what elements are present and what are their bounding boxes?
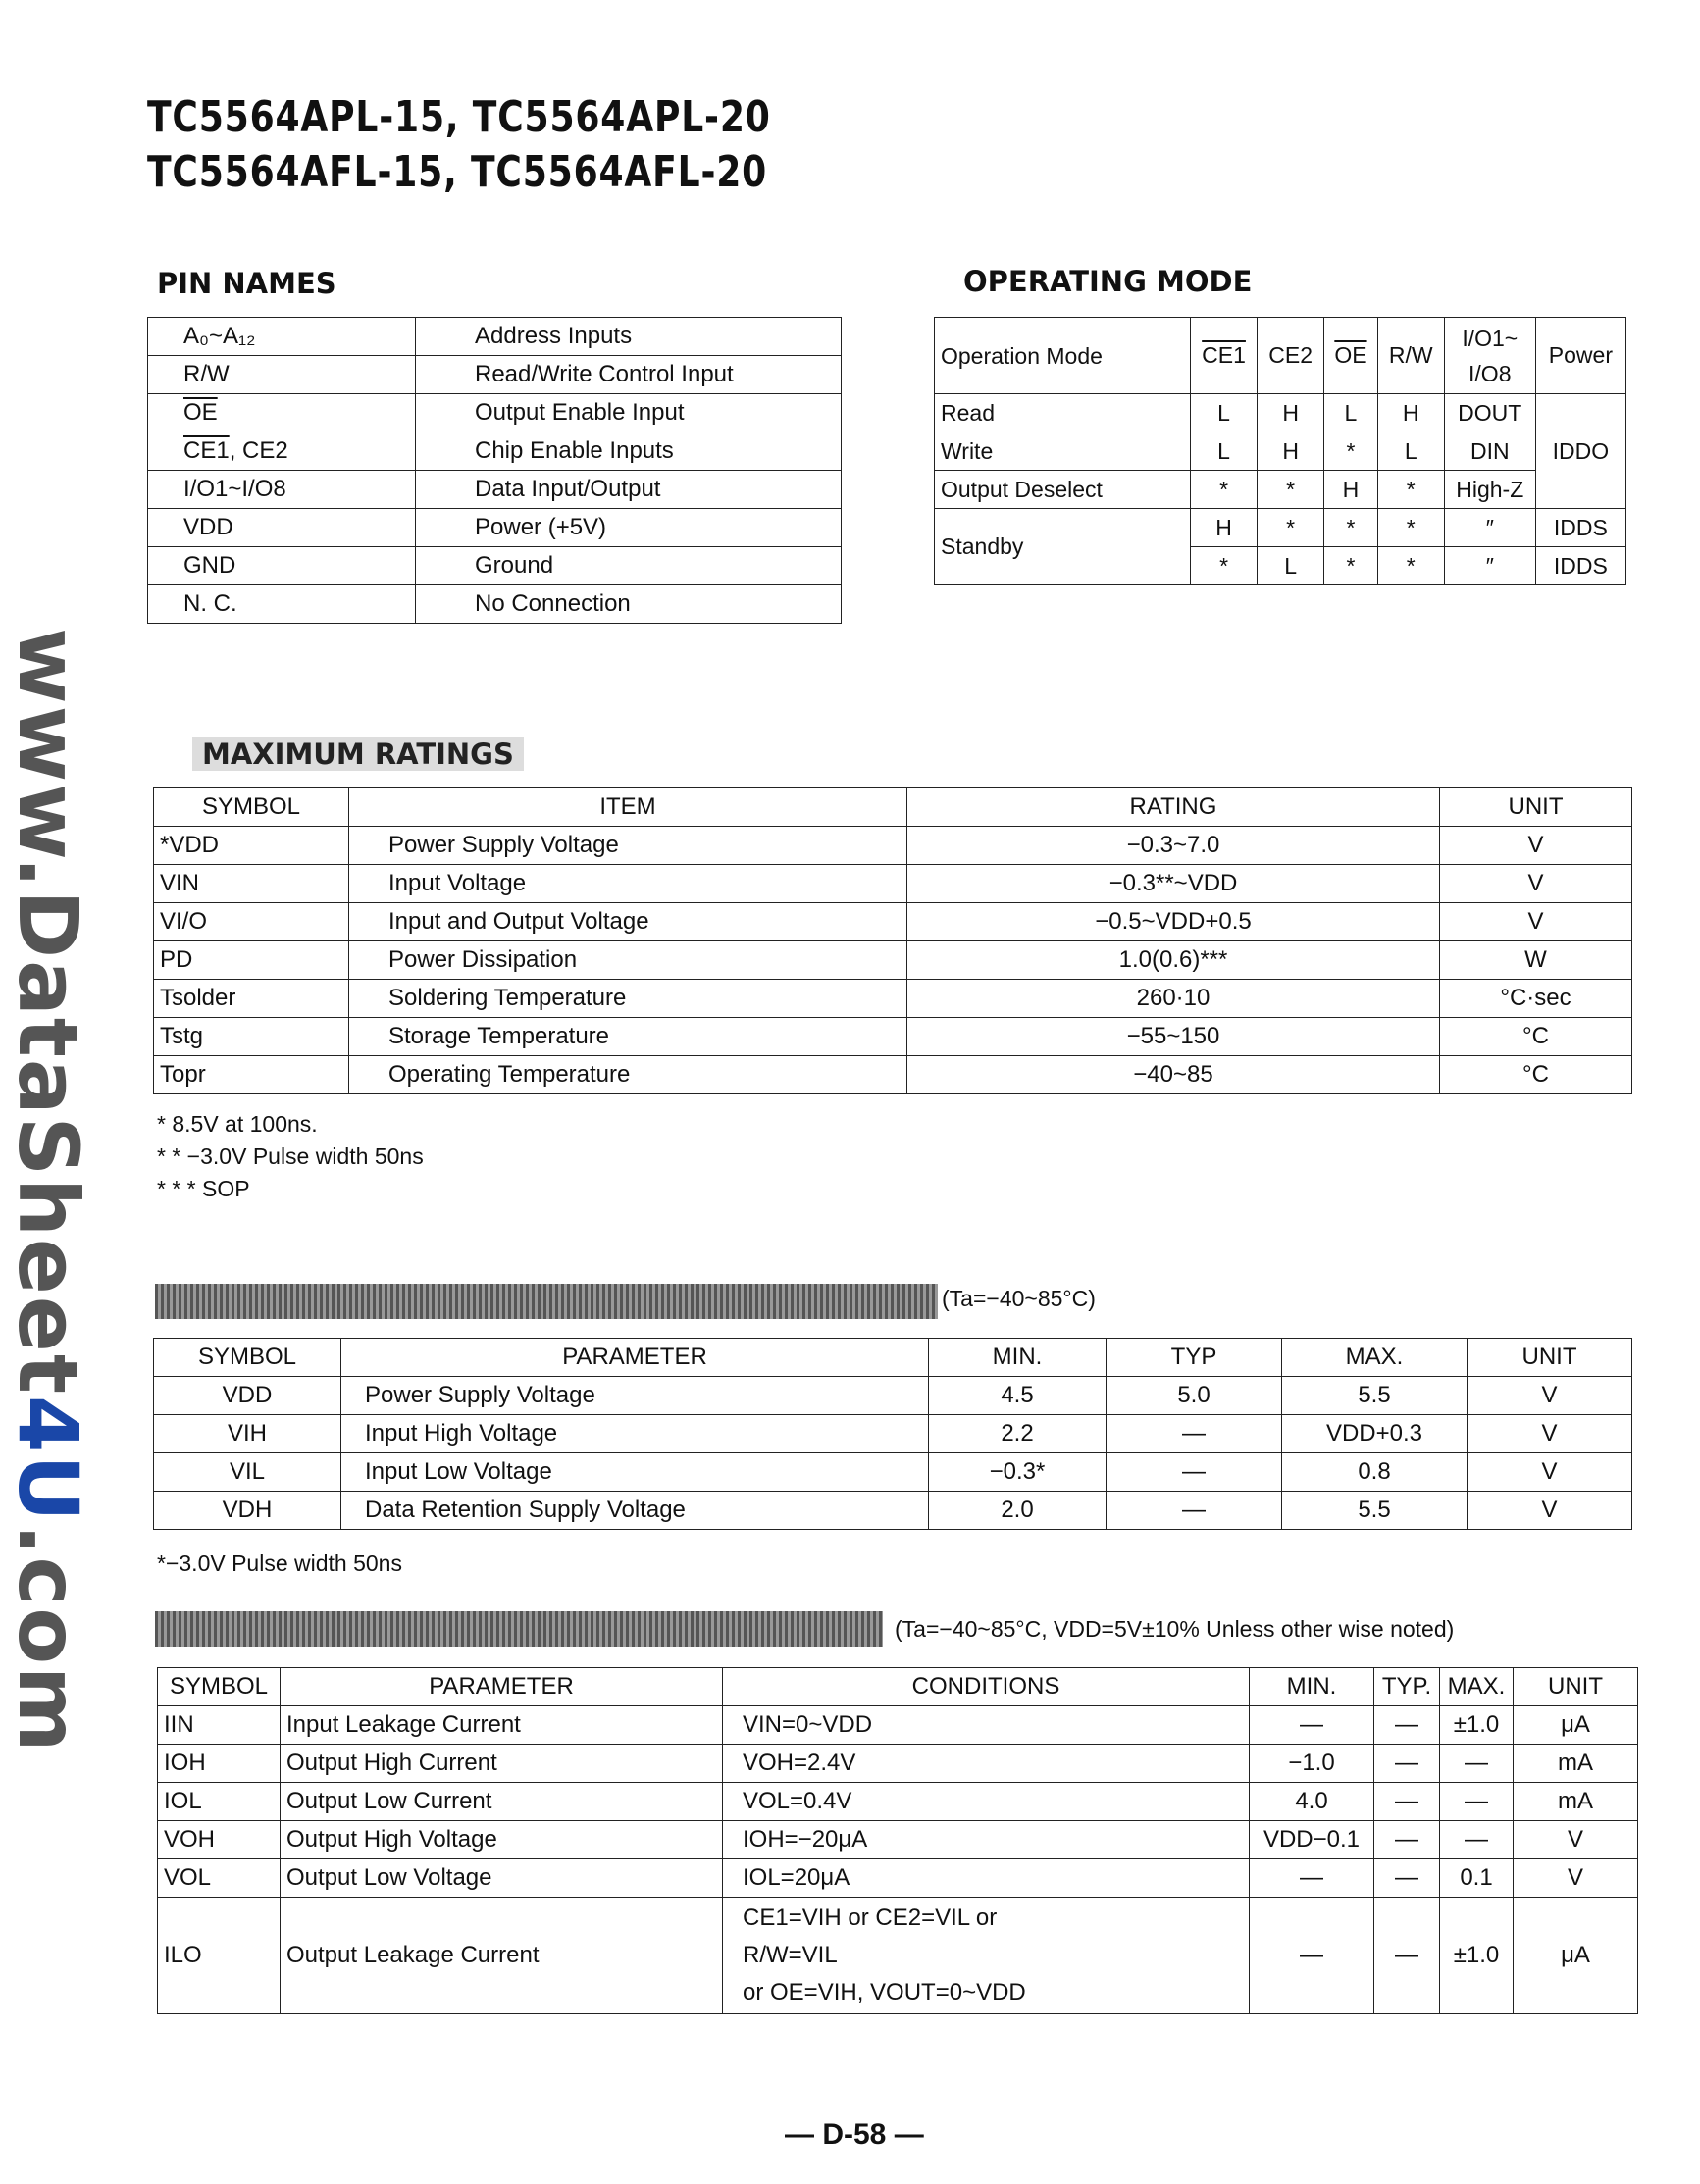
dcc-h: CONDITIONS — [723, 1668, 1250, 1706]
op-cell: L — [1324, 394, 1378, 432]
max-notes — [157, 1108, 424, 1205]
table-row — [154, 941, 1632, 980]
table-cell: °C — [1440, 1018, 1632, 1056]
table-row — [148, 394, 842, 432]
op-cell: High-Z — [1444, 471, 1535, 509]
table-cell: W — [1440, 941, 1632, 980]
table-cell: VOL=0.4V — [723, 1783, 1250, 1821]
dc-recommended-heading-bar — [155, 1284, 938, 1319]
op-cell: DIN — [1444, 432, 1535, 471]
dcc-h: UNIT — [1514, 1668, 1638, 1706]
op-cell: H — [1377, 394, 1444, 432]
op-cell: * — [1324, 509, 1378, 547]
table-cell: Output Enable Input — [416, 394, 842, 432]
table-cell: V — [1440, 827, 1632, 865]
table-cell: −0.3~7.0 — [907, 827, 1440, 865]
table-cell: Output Low Voltage — [281, 1859, 723, 1898]
dcc-cell: — — [1374, 1898, 1440, 2014]
table-cell: Power Supply Voltage — [349, 827, 907, 865]
op-row-read — [935, 394, 1626, 432]
table-row — [154, 1453, 1632, 1492]
operating-mode-heading: OPERATING MODE — [963, 265, 1253, 298]
table-cell: Address Inputs — [416, 318, 842, 356]
table-cell: PD — [154, 941, 349, 980]
table-row — [154, 865, 1632, 903]
dc-characteristics-table — [157, 1667, 1638, 2014]
table-cell: Chip Enable Inputs — [416, 432, 842, 471]
op-row-write — [935, 432, 1626, 471]
table-cell: Data Retention Supply Voltage — [341, 1492, 929, 1530]
table-cell: — — [1107, 1415, 1282, 1453]
op-cell: * — [1324, 432, 1378, 471]
table-cell: 5.0 — [1107, 1377, 1282, 1415]
op-cell: * — [1377, 471, 1444, 509]
dcc-row-ilo — [158, 1898, 1638, 2014]
table-cell: ±1.0 — [1440, 1706, 1514, 1745]
table-cell: A₀~A₁₂ — [148, 318, 416, 356]
table-cell: mA — [1514, 1783, 1638, 1821]
max-h: RATING — [907, 788, 1440, 827]
table-cell: IOL — [158, 1783, 281, 1821]
table-cell: −40~85 — [907, 1056, 1440, 1094]
table-cell: V — [1514, 1821, 1638, 1859]
op-cell: H — [1258, 432, 1324, 471]
op-row-deselect — [935, 471, 1626, 509]
table-cell: IIN — [158, 1706, 281, 1745]
table-cell: 0.8 — [1282, 1453, 1468, 1492]
op-power-iddo: IDDO — [1535, 394, 1625, 509]
dcr-h: MAX. — [1282, 1339, 1468, 1377]
table-row — [154, 827, 1632, 865]
op-cell: L — [1258, 547, 1324, 585]
table-row — [158, 1706, 1638, 1745]
dcc-ilo-cond: R/W=VIL — [743, 1942, 838, 1968]
op-cell: * — [1324, 547, 1378, 585]
table-cell: — — [1250, 1859, 1374, 1898]
table-cell: GND — [148, 547, 416, 585]
page-title — [147, 90, 771, 200]
table-cell: VOL — [158, 1859, 281, 1898]
table-cell: V — [1514, 1859, 1638, 1898]
max-ratings-table — [153, 787, 1632, 1094]
table-cell: 5.5 — [1282, 1377, 1468, 1415]
table-cell: IOH=−20μA — [723, 1821, 1250, 1859]
table-cell: — — [1374, 1706, 1440, 1745]
table-cell: V — [1468, 1492, 1632, 1530]
op-cell: H — [1258, 394, 1324, 432]
table-cell: 1.0(0.6)*** — [907, 941, 1440, 980]
dcr-h: PARAMETER — [341, 1339, 929, 1377]
dc-characteristics-heading-bar — [155, 1611, 883, 1647]
table-cell: — — [1374, 1859, 1440, 1898]
table-cell: R/W — [148, 356, 416, 394]
table-row — [148, 509, 842, 547]
table-cell: mA — [1514, 1745, 1638, 1783]
table-cell: VIL — [154, 1453, 341, 1492]
table-cell: Input Low Voltage — [341, 1453, 929, 1492]
op-cell: L — [1191, 394, 1258, 432]
table-cell: 4.5 — [929, 1377, 1107, 1415]
table-row — [148, 432, 842, 471]
table-cell: −0.3**~VDD — [907, 865, 1440, 903]
op-standby-label: Standby — [935, 509, 1191, 585]
pin-names-heading: PIN NAMES — [157, 267, 336, 300]
op-cell: * — [1258, 471, 1324, 509]
table-cell: — — [1440, 1745, 1514, 1783]
table-cell: 4.0 — [1250, 1783, 1374, 1821]
op-cell: * — [1191, 547, 1258, 585]
table-cell: VDD−0.1 — [1250, 1821, 1374, 1859]
dcc-ilo-cond: CE1=VIH or CE2=VIL or — [743, 1905, 998, 1931]
table-row — [158, 1859, 1638, 1898]
dcc-h: MIN. — [1250, 1668, 1374, 1706]
operating-mode-table — [934, 317, 1626, 585]
dc-characteristics-condition: (Ta=−40~85°C, VDD=5V±10% Unless other wise noted) — [895, 1616, 1455, 1642]
table-cell: Soldering Temperature — [349, 980, 907, 1018]
op-cell: * — [1258, 509, 1324, 547]
table-cell: — — [1107, 1453, 1282, 1492]
op-cell: DOUT — [1444, 394, 1535, 432]
max-header-row — [154, 788, 1632, 827]
table-row — [158, 1821, 1638, 1859]
table-row — [158, 1783, 1638, 1821]
dcc-cell: ±1.0 — [1440, 1898, 1514, 2014]
dcc-cell: — — [1250, 1898, 1374, 2014]
table-row — [148, 585, 842, 624]
op-h-ce2: CE2 — [1258, 318, 1324, 394]
op-h-io: I/O1~ I/O8 — [1444, 318, 1535, 394]
pin-names-table — [147, 317, 842, 624]
table-cell: °C — [1440, 1056, 1632, 1094]
max-h: UNIT — [1440, 788, 1632, 827]
op-cell: Write — [935, 432, 1191, 471]
dcr-h: SYMBOL — [154, 1339, 341, 1377]
max-ratings-heading: MAXIMUM RATINGS — [192, 737, 524, 771]
op-h-oe: $\overline{OE}$ — [1334, 342, 1367, 368]
dcc-cell: μA — [1514, 1898, 1638, 2014]
table-row — [154, 980, 1632, 1018]
dc-recommended-condition: (Ta=−40~85°C) — [942, 1286, 1096, 1311]
table-row — [148, 547, 842, 585]
op-cell: * — [1377, 547, 1444, 585]
table-cell: — — [1374, 1821, 1440, 1859]
dcr-h: TYP — [1107, 1339, 1282, 1377]
op-cell: IDDS — [1535, 547, 1625, 585]
table-row — [154, 1415, 1632, 1453]
op-row-standby-1 — [935, 509, 1626, 547]
dcr-header-row — [154, 1339, 1632, 1377]
table-cell: Ground — [416, 547, 842, 585]
dcr-h: UNIT — [1468, 1339, 1632, 1377]
table-cell: Input Voltage — [349, 865, 907, 903]
max-note: * 8.5V at 100ns. — [157, 1111, 318, 1137]
table-cell: Power Supply Voltage — [341, 1377, 929, 1415]
table-cell: Input Leakage Current — [281, 1706, 723, 1745]
dcc-cell: Output Leakage Current — [281, 1898, 723, 2014]
table-row — [148, 318, 842, 356]
table-cell: Data Input/Output — [416, 471, 842, 509]
table-row — [148, 356, 842, 394]
op-h-power: Power — [1535, 318, 1625, 394]
table-cell: VIN=0~VDD — [723, 1706, 1250, 1745]
max-h: ITEM — [349, 788, 907, 827]
op-cell: L — [1191, 432, 1258, 471]
table-cell: 5.5 — [1282, 1492, 1468, 1530]
table-cell: VDH — [154, 1492, 341, 1530]
watermark — [0, 628, 98, 1754]
table-cell: Input and Output Voltage — [349, 903, 907, 941]
max-note: * * −3.0V Pulse width 50ns — [157, 1143, 424, 1169]
table-cell: 0.1 — [1440, 1859, 1514, 1898]
table-cell: Tstg — [154, 1018, 349, 1056]
table-cell: −0.3* — [929, 1453, 1107, 1492]
op-cell: * — [1377, 509, 1444, 547]
dcc-h: TYP. — [1374, 1668, 1440, 1706]
table-cell: VDD — [154, 1377, 341, 1415]
watermark-suffix: .com — [0, 1523, 96, 1754]
table-cell: CE1, CE2 — [148, 432, 416, 471]
max-note: * * * SOP — [157, 1176, 250, 1201]
table-cell: $\overline{OE}$ — [148, 394, 416, 432]
table-cell: VI/O — [154, 903, 349, 941]
table-cell: N. C. — [148, 585, 416, 624]
dcc-h: PARAMETER — [281, 1668, 723, 1706]
dcc-ilo-cond: or OE=VIH, VOUT=0~VDD — [743, 1979, 1026, 2006]
op-cell: H — [1324, 471, 1378, 509]
table-row — [154, 1056, 1632, 1094]
dcc-cell: ILO — [158, 1898, 281, 2014]
table-cell: IOH — [158, 1745, 281, 1783]
dcc-h: MAX. — [1440, 1668, 1514, 1706]
table-row — [158, 1745, 1638, 1783]
table-cell: μA — [1514, 1706, 1638, 1745]
table-cell: — — [1374, 1783, 1440, 1821]
page-number: — D-58 — — [785, 2118, 924, 2151]
table-cell: V — [1468, 1377, 1632, 1415]
table-cell: — — [1440, 1821, 1514, 1859]
op-header-row — [935, 318, 1626, 394]
table-cell: Storage Temperature — [349, 1018, 907, 1056]
table-row — [154, 903, 1632, 941]
table-cell: — — [1250, 1706, 1374, 1745]
dcr-note: *−3.0V Pulse width 50ns — [157, 1550, 402, 1576]
table-cell: −55~150 — [907, 1018, 1440, 1056]
dcc-ilo-conditions — [723, 1898, 1250, 2014]
op-h-ce1: CE1 — [1202, 342, 1246, 368]
table-cell: 2.2 — [929, 1415, 1107, 1453]
table-cell: IOL=20μA — [723, 1859, 1250, 1898]
table-cell: Operating Temperature — [349, 1056, 907, 1094]
table-cell: Input High Voltage — [341, 1415, 929, 1453]
dc-recommended-table — [153, 1338, 1632, 1530]
table-cell: Output High Current — [281, 1745, 723, 1783]
table-cell: Output Low Current — [281, 1783, 723, 1821]
max-h: SYMBOL — [154, 788, 349, 827]
dcc-header-row — [158, 1668, 1638, 1706]
watermark-accent: 4U — [0, 1395, 96, 1524]
table-cell: VDD — [148, 509, 416, 547]
dcr-h: MIN. — [929, 1339, 1107, 1377]
op-cell: Read — [935, 394, 1191, 432]
table-cell: V — [1468, 1415, 1632, 1453]
table-cell: VIN — [154, 865, 349, 903]
op-cell: H — [1191, 509, 1258, 547]
table-cell: No Connection — [416, 585, 842, 624]
table-cell: −1.0 — [1250, 1745, 1374, 1783]
table-cell: °C·sec — [1440, 980, 1632, 1018]
table-cell: Topr — [154, 1056, 349, 1094]
table-cell: VOH — [158, 1821, 281, 1859]
table-row — [154, 1377, 1632, 1415]
table-cell: Power Dissipation — [349, 941, 907, 980]
table-cell: 2.0 — [929, 1492, 1107, 1530]
table-cell: VDD+0.3 — [1282, 1415, 1468, 1453]
table-cell: VIH — [154, 1415, 341, 1453]
op-cell: L — [1377, 432, 1444, 471]
table-cell: — — [1440, 1783, 1514, 1821]
table-cell: V — [1468, 1453, 1632, 1492]
table-cell: −0.5~VDD+0.5 — [907, 903, 1440, 941]
table-cell: Power (+5V) — [416, 509, 842, 547]
table-cell: Output High Voltage — [281, 1821, 723, 1859]
title-line-1: TC5564APL-15, TC5564APL-20 — [147, 92, 771, 142]
op-h-rw: R/W — [1377, 318, 1444, 394]
table-cell: *VDD — [154, 827, 349, 865]
table-cell: — — [1107, 1492, 1282, 1530]
op-cell: IDDS — [1535, 509, 1625, 547]
table-cell: Tsolder — [154, 980, 349, 1018]
table-row — [154, 1492, 1632, 1530]
watermark-text: www.DataSheet — [0, 628, 96, 1396]
table-cell: V — [1440, 903, 1632, 941]
title-line-2: TC5564AFL-15, TC5564AFL-20 — [147, 147, 768, 197]
op-cell: ″ — [1444, 547, 1535, 585]
op-cell: Output Deselect — [935, 471, 1191, 509]
table-cell: Read/Write Control Input — [416, 356, 842, 394]
table-cell: V — [1440, 865, 1632, 903]
table-row — [148, 471, 842, 509]
table-cell: VOH=2.4V — [723, 1745, 1250, 1783]
op-cell: ″ — [1444, 509, 1535, 547]
table-row — [154, 1018, 1632, 1056]
table-cell: 260·10 — [907, 980, 1440, 1018]
op-cell: * — [1191, 471, 1258, 509]
op-h-mode: Operation Mode — [935, 318, 1191, 394]
table-cell: I/O1~I/O8 — [148, 471, 416, 509]
dcc-h: SYMBOL — [158, 1668, 281, 1706]
table-cell: — — [1374, 1745, 1440, 1783]
